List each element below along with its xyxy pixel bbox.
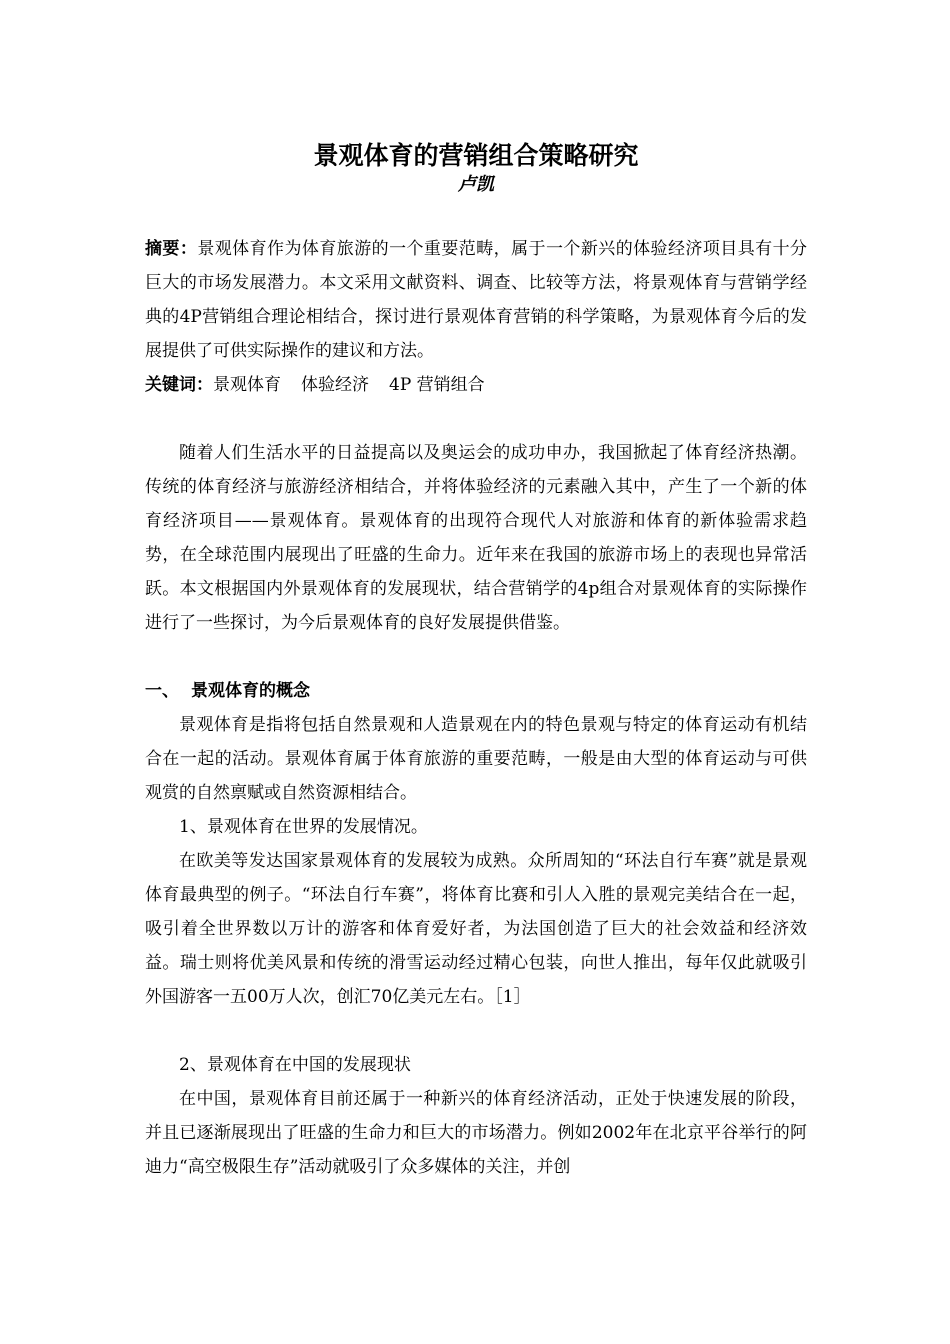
abstract-paragraph xyxy=(145,232,807,368)
subsection-paragraph: 在中国，景观体育目前还属于一种新兴的体育经济活动，正处于快速发展的阶段，并且已逐渐展现出了旺盛的生命力和巨大的市场潜力。例如2002年在北京平谷举行的阿迪力“高空极限生存”活动就吸引了众多媒体的关注，并创 xyxy=(145,1089,807,1177)
section-number: 一、 xyxy=(145,681,179,701)
paper-author: 卢凯 xyxy=(458,174,494,195)
keywords-label: 关键词： xyxy=(145,375,213,395)
paper-title: 景观体育的营销组合策略研究 xyxy=(313,141,639,170)
section-title: 景观体育的概念 xyxy=(191,681,310,701)
section-heading xyxy=(145,674,807,708)
abstract-text: 景观体育作为体育旅游的一个重要范畴，属于一个新兴的体验经济项目具有十分巨大的市场发展潜力。本文采用文献资料、调查、比较等方法，将景观体育与营销学经典的4P营销组合理论相结合，探讨进行景观体育营销的科学策略，为景观体育今后的发展提供了可供实际操作的建议和方法。 xyxy=(145,239,808,361)
document-page xyxy=(145,140,807,1184)
subsection-paragraph: 在欧美等发达国家景观体育的发展较为成熟。众所周知的“环法自行车赛”就是景观体育最典型的例子。“环法自行车赛”，将体育比赛和引人入胜的景观完美结合在一起，吸引着全世界数以万计的游客和体育爱好者，为法国创造了巨大的社会效益和经济效益。瑞士则将优美风景和传统的滑雪运动经过精心包装，向世人推出，每年仅此就吸引外国游客一五00万人次，创汇70亿美元左右。［1］ xyxy=(145,851,807,1007)
subsection-title: 1、景观体育在世界的发展情况。 xyxy=(179,817,428,837)
keyword-item: 景观体育 xyxy=(213,375,281,395)
keyword-item: 4P 营销组合 xyxy=(389,375,485,395)
definition-paragraph: 景观体育是指将包括自然景观和人造景观在内的特色景观与特定的体育运动有机结合在一起的活动。景观体育属于体育旅游的重要范畴，一般是由大型的体育运动与可供观赏的自然禀赋或自然资源相结合。 xyxy=(145,715,807,803)
keywords-line xyxy=(145,368,807,402)
abstract-label: 摘要： xyxy=(145,239,198,259)
subsection-title: 2、景观体育在中国的发展现状 xyxy=(179,1055,411,1075)
intro-paragraph: 随着人们生活水平的日益提高以及奥运会的成功申办，我国掀起了体育经济热潮。传统的体育经济与旅游经济相结合，并将体验经济的元素融入其中，产生了一个新的体育经济项目——景观体育。景观体育的出现符合现代人对旅游和体育的新体验需求趋势，在全球范围内展现出了旺盛的生命力。近年来在我国的旅游市场上的表现也异常活跃。本文根据国内外景观体育的发展现状，结合营销学的4p组合对景观体育的实际操作进行了一些探讨，为今后景观体育的良好发展提供借鉴。 xyxy=(145,443,807,633)
keyword-item: 体验经济 xyxy=(301,375,369,395)
